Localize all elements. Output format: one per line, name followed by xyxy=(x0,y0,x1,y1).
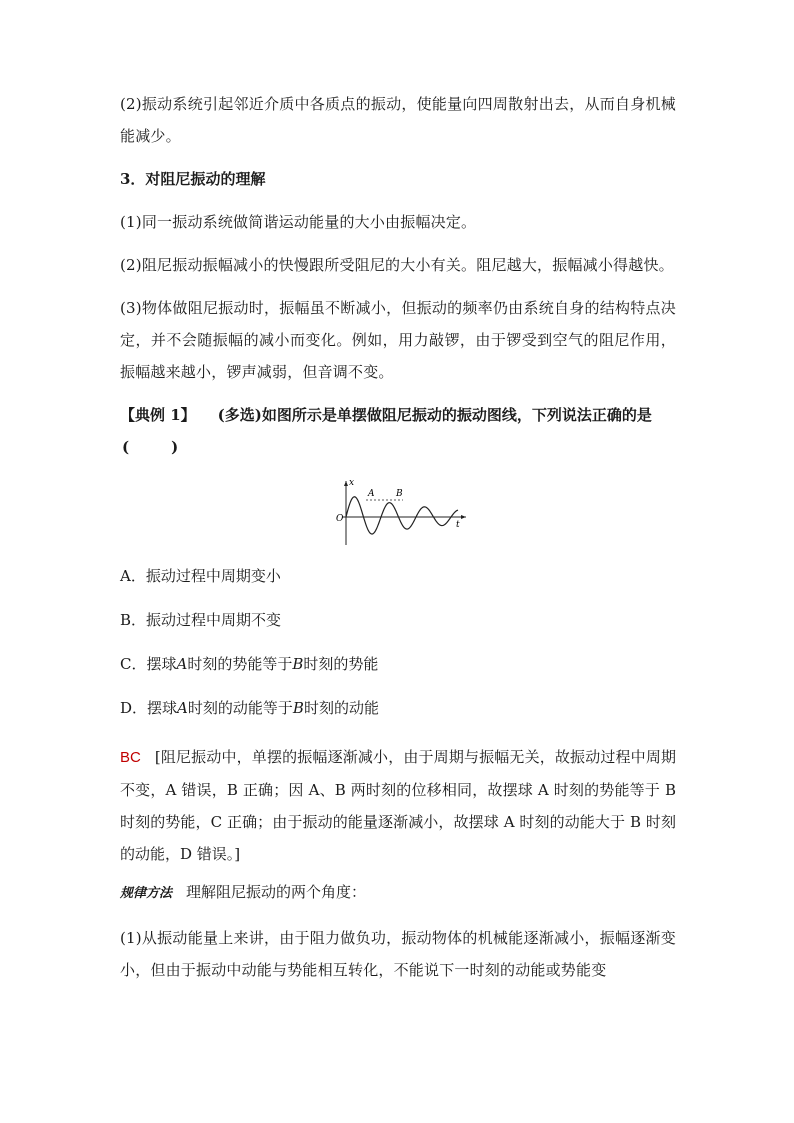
option-c-mid: 时刻的势能等于 xyxy=(187,655,293,673)
method-label: 规律方法 xyxy=(120,886,173,901)
options-list xyxy=(120,565,676,719)
option-c-var-a: A xyxy=(176,655,188,673)
damped-oscillation-figure xyxy=(328,477,468,547)
option-a-letter: A． xyxy=(120,567,146,585)
option-d-letter: D． xyxy=(120,699,148,717)
paragraph-point-2: (2)阻尼振动振幅减小的快慢跟所受阻尼的大小有关。阻尼越大，振幅减小得越快。 xyxy=(120,256,674,274)
option-c xyxy=(120,653,676,675)
option-d-pre: 摆球 xyxy=(147,699,178,717)
point-b-label: B xyxy=(396,489,403,499)
y-axis-label: x xyxy=(349,478,355,488)
option-b-text: 振动过程中周期不变 xyxy=(146,611,282,629)
x-axis-arrow xyxy=(461,515,466,519)
method-text: 理解阻尼振动的两个角度： xyxy=(186,883,367,901)
option-c-pre: 摆球 xyxy=(146,655,177,673)
option-a xyxy=(120,565,676,587)
y-axis-arrow xyxy=(344,481,348,486)
paragraph-final: (1)从振动能量上来讲，由于阻力做负功，振动物体的机械能逐渐减小，振幅逐渐变小，但由于振动中动能与势能相互转化，不能说下一时刻的动能或势能变 xyxy=(120,929,676,979)
option-c-letter: C． xyxy=(120,655,147,673)
option-d xyxy=(120,697,676,719)
answer-explanation xyxy=(120,741,676,870)
answer-blank: ( ) xyxy=(122,438,183,456)
example-tag: 【典例 1】 xyxy=(120,406,196,424)
method-section xyxy=(120,876,676,910)
x-axis-label: t xyxy=(456,520,460,530)
answer-label: BC xyxy=(120,749,141,766)
option-d-post: 时刻的动能 xyxy=(303,699,379,717)
option-b xyxy=(120,609,676,631)
option-a-text: 振动过程中周期变小 xyxy=(145,567,281,585)
answer-text: [阻尼振动中，单摆的振幅逐渐减小，由于周期与振幅无关，故振动过程中周期不变，A 错误，B 正确；因 A、B 两时刻的位移相同，故摆球 A 时刻的势能等于 B 时刻的势能，C 正确；由于振动的能量逐渐减小，故摆球 A 时刻的动能大于 B 时刻的动能，D 错误。] xyxy=(120,748,676,863)
option-c-post: 时刻的势能 xyxy=(303,655,379,673)
damped-wave xyxy=(346,497,458,534)
origin-label: O xyxy=(336,514,344,524)
example-question xyxy=(120,399,676,463)
paragraph-energy-radiation: (2)振动系统引起邻近介质中各质点的振动，使能量向四周散射出去，从而自身机械能减少。 xyxy=(120,95,676,145)
example-question-text: (多选)如图所示是单摆做阻尼振动的振动图线，下列说法正确的是 xyxy=(217,406,652,424)
paragraph-point-1: (1)同一振动系统做简谐运动能量的大小由振幅决定。 xyxy=(120,213,477,231)
paragraph-point-3: (3)物体做阻尼振动时，振幅虽不断减小，但振动的频率仍由系统自身的结构特点决定，并不会随振幅的减小而变化。例如，用力敲锣，由于锣受到空气的阻尼作用，振幅越来越小，锣声减弱，但音调不变。 xyxy=(120,299,676,381)
page-content xyxy=(120,88,676,997)
option-b-letter: B． xyxy=(120,611,147,629)
option-c-var-b: B xyxy=(292,655,304,673)
option-d-var-a: A xyxy=(177,699,188,717)
section-heading-3: 3．对阻尼振动的理解 xyxy=(120,170,266,188)
option-d-var-b: B xyxy=(292,699,304,717)
option-d-mid: 时刻的动能等于 xyxy=(187,699,293,717)
point-a-label: A xyxy=(368,489,375,499)
